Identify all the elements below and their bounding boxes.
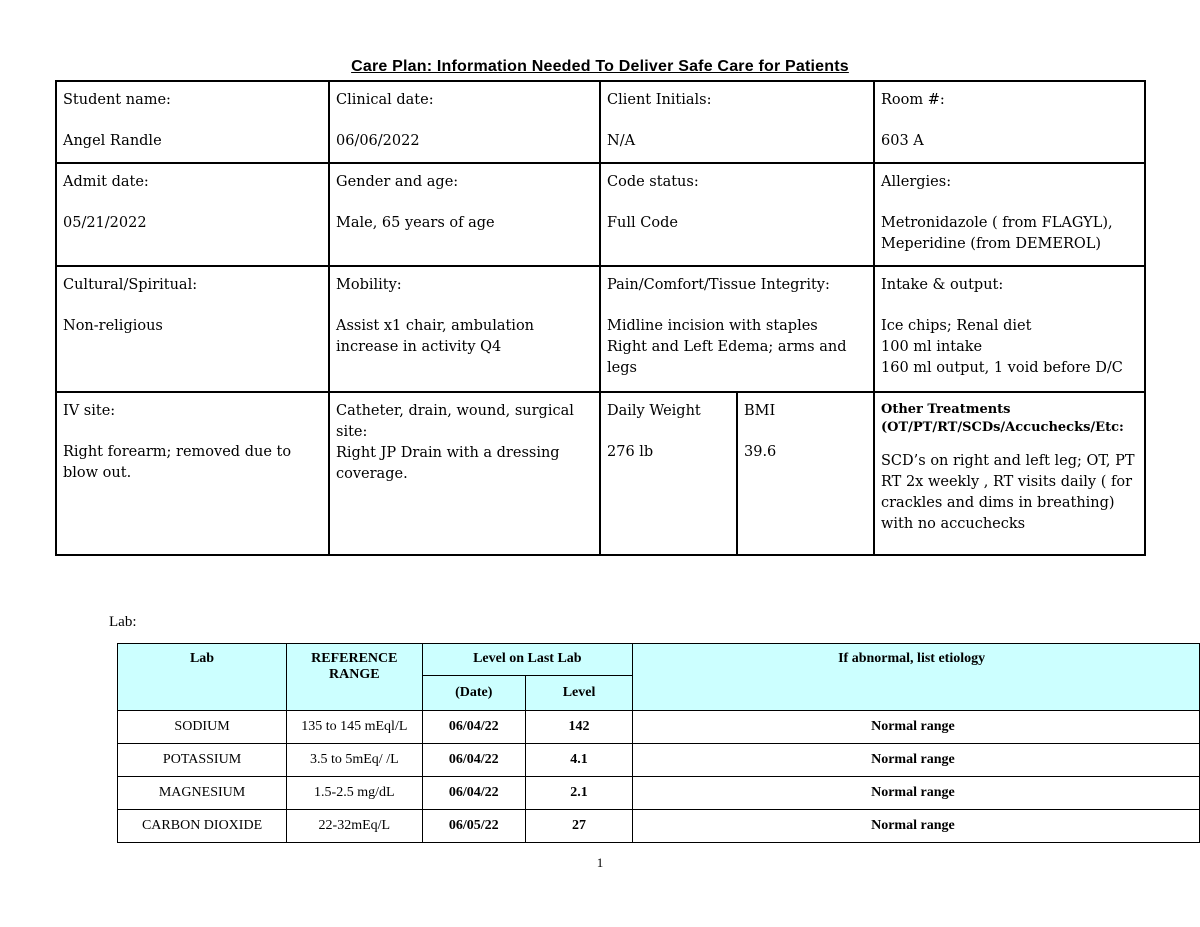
- intake-output-label: Intake & output:: [881, 277, 1004, 293]
- lab-date: 06/04/22: [422, 777, 525, 810]
- cultural-label: Cultural/Spiritual:: [63, 277, 198, 293]
- lab-date: 06/05/22: [422, 810, 525, 843]
- allergies-value: Metronidazole ( from FLAGYL), Meperidine (from DEMEROL): [881, 215, 1113, 252]
- lab-date: 06/04/22: [422, 711, 525, 744]
- page-number: 1: [596, 855, 604, 870]
- client-initials-label: Client Initials:: [607, 92, 712, 108]
- catheter-cell: [329, 392, 600, 555]
- lab-date: 06/04/22: [422, 744, 525, 777]
- level-on-last-lab-header: Level on Last Lab: [422, 644, 633, 676]
- lab-etiology: Normal range: [633, 810, 1200, 843]
- lab-column-header: Lab: [118, 644, 287, 711]
- lab-etiology: Normal range: [633, 711, 1200, 744]
- document-title: Care Plan: Information Needed To Deliver Safe Care for Patients: [351, 58, 849, 75]
- mobility-cell: [329, 266, 600, 392]
- catheter-value: Right JP Drain with a dressing coverage.: [336, 445, 560, 482]
- etiology-header: If abnormal, list etiology: [633, 644, 1200, 711]
- other-treatments-value: SCD’s on right and left leg; OT, PT RT 2x weekly , RT visits daily ( for crackles and dims in breathing) with no accuchecks: [881, 453, 1135, 532]
- intake-output-cell: [874, 266, 1145, 392]
- lab-etiology: Normal range: [633, 744, 1200, 777]
- date-subheader: (Date): [422, 676, 525, 711]
- lab-range: 1.5-2.5 mg/dL: [287, 777, 422, 810]
- other-treatments-label: Other Treatments (OT/PT/RT/SCDs/Accuchecks/Etc:: [881, 402, 1124, 435]
- mobility-label: Mobility:: [336, 277, 402, 293]
- room-cell: [874, 81, 1145, 163]
- pain-line-2: Right and Left Edema; arms and legs: [607, 339, 847, 376]
- lab-table: [117, 643, 1200, 843]
- gender-age-label: Gender and age:: [336, 174, 459, 190]
- cultural-cell: [56, 266, 329, 392]
- code-status-value: Full Code: [607, 215, 678, 231]
- intake-output-line-2: 100 ml intake: [881, 339, 983, 355]
- lab-level: 27: [525, 810, 632, 843]
- clinical-date-cell: [329, 81, 600, 163]
- lab-name: CARBON DIOXIDE: [118, 810, 287, 843]
- daily-weight-value: 276 lb: [607, 444, 654, 460]
- pain-label: Pain/Comfort/Tissue Integrity:: [607, 277, 830, 293]
- student-name-label: Student name:: [63, 92, 171, 108]
- clinical-date-value: 06/06/2022: [336, 133, 420, 149]
- lab-name: SODIUM: [118, 711, 287, 744]
- client-initials-cell: [600, 81, 874, 163]
- student-name-value: Angel Randle: [63, 133, 162, 149]
- lab-level: 142: [525, 711, 632, 744]
- admit-date-label: Admit date:: [63, 174, 149, 190]
- intake-output-line-1: Ice chips; Renal diet: [881, 318, 1032, 334]
- pain-cell: [600, 266, 874, 392]
- lab-name: MAGNESIUM: [118, 777, 287, 810]
- room-value: 603 A: [881, 133, 924, 149]
- level-subheader: Level: [525, 676, 632, 711]
- lab-level: 4.1: [525, 744, 632, 777]
- daily-weight-cell: [600, 392, 737, 555]
- table-row: [118, 744, 1200, 777]
- allergies-cell: [874, 163, 1145, 266]
- iv-site-label: IV site:: [63, 403, 116, 419]
- client-initials-value: N/A: [607, 133, 636, 149]
- clinical-date-label: Clinical date:: [336, 92, 434, 108]
- bmi-label: BMI: [744, 403, 776, 419]
- code-status-cell: [600, 163, 874, 266]
- admit-date-value: 05/21/2022: [63, 215, 147, 231]
- catheter-label: Catheter, drain, wound, surgical site:: [336, 403, 574, 440]
- lab-range: 3.5 to 5mEq/ /L: [287, 744, 422, 777]
- mobility-value: Assist x1 chair, ambulation increase in activity Q4: [336, 318, 535, 355]
- daily-weight-label: Daily Weight: [607, 403, 701, 419]
- pain-line-1: Midline incision with staples: [607, 318, 818, 334]
- lab-name: POTASSIUM: [118, 744, 287, 777]
- other-treatments-cell: [874, 392, 1145, 555]
- admit-date-cell: [56, 163, 329, 266]
- lab-level: 2.1: [525, 777, 632, 810]
- code-status-label: Code status:: [607, 174, 699, 190]
- lab-range: 135 to 145 mEql/L: [287, 711, 422, 744]
- lab-heading: Lab:: [109, 614, 137, 630]
- table-row: [118, 711, 1200, 744]
- allergies-label: Allergies:: [881, 174, 952, 190]
- iv-site-cell: [56, 392, 329, 555]
- table-row: [118, 777, 1200, 810]
- bmi-cell: [737, 392, 874, 555]
- bmi-value: 39.6: [744, 444, 777, 460]
- lab-range: 22-32mEq/L: [287, 810, 422, 843]
- room-label: Room #:: [881, 92, 945, 108]
- iv-site-value: Right forearm; removed due to blow out.: [63, 444, 292, 481]
- care-plan-table: [55, 80, 1146, 556]
- gender-age-cell: [329, 163, 600, 266]
- cultural-value: Non-religious: [63, 318, 163, 334]
- table-row: [118, 810, 1200, 843]
- reference-range-header: REFERENCE RANGE: [287, 644, 422, 711]
- student-name-cell: [56, 81, 329, 163]
- intake-output-line-3: 160 ml output, 1 void before D/C: [881, 360, 1123, 376]
- gender-age-value: Male, 65 years of age: [336, 215, 495, 231]
- lab-etiology: Normal range: [633, 777, 1200, 810]
